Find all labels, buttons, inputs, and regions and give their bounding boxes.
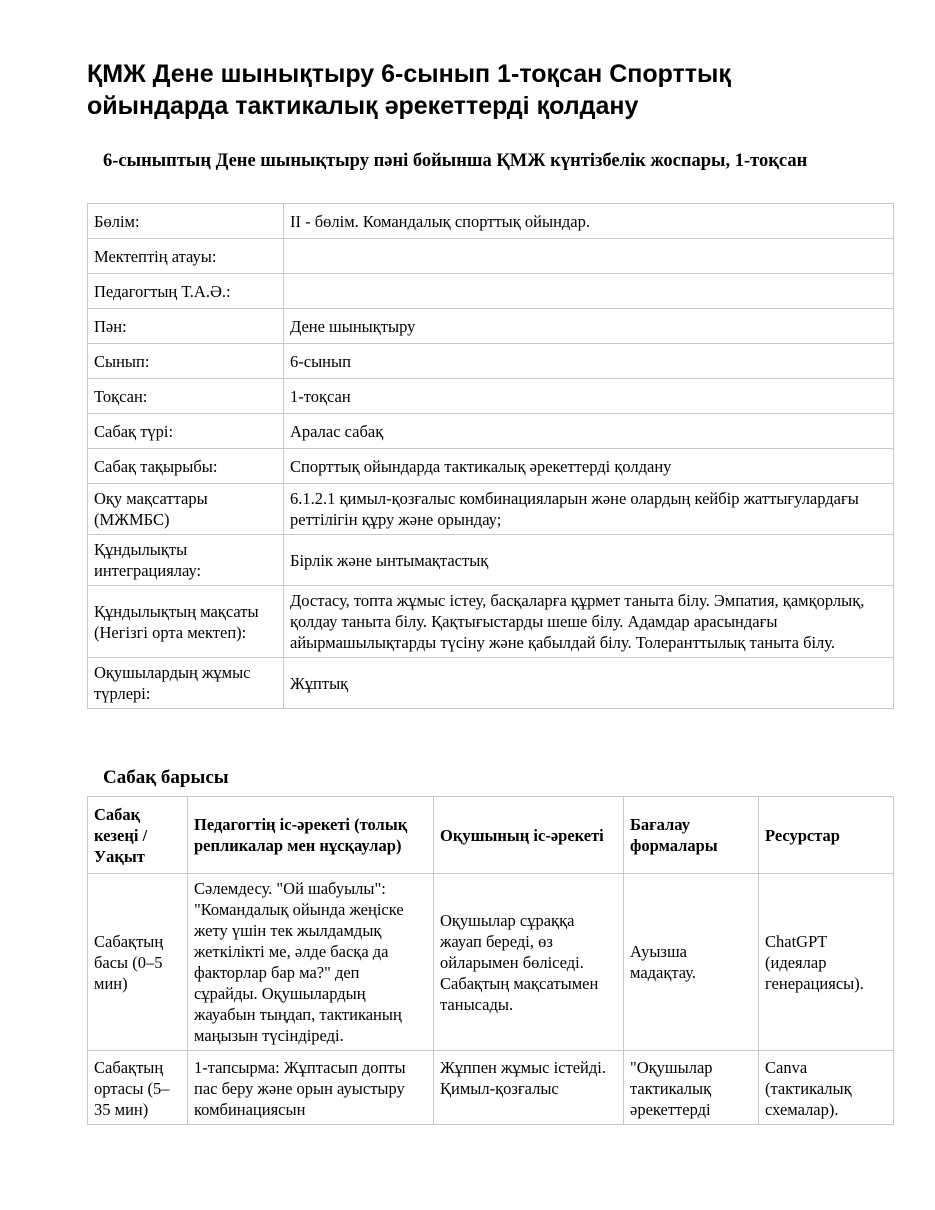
table-row — [88, 309, 894, 344]
info-value: 6-сынып — [284, 344, 894, 379]
assessment-cell — [624, 1051, 759, 1125]
info-label: Педагогтың Т.А.Ә.: — [88, 274, 284, 309]
stage-cell — [88, 1051, 188, 1125]
student-activity-cell — [434, 1051, 624, 1125]
column-header-resources: Ресурстар — [759, 797, 894, 874]
stage-text: Сабақтың ортасы (5–35 мин) — [94, 1058, 170, 1119]
info-label: Құндылықты интеграциялау: — [88, 535, 284, 586]
table-row — [88, 658, 894, 709]
table-header-row — [88, 797, 894, 874]
plan-subtitle: 6-сыныптың Дене шынықтыру пәні бойынша ҚМЖ күнтізбелік жоспары, 1-тоқсан — [103, 151, 808, 171]
info-value: 6.1.2.1 қимыл-қозғалыс комбинацияларын және олардың кейбір жаттығулардағы реттілігін құру және орындау; — [284, 484, 894, 535]
info-value: Жұптық — [284, 658, 894, 709]
teacher-activity-cell: Сәлемдесу. "Ой шабуылы": "Командалық ойында жеңіске жету үшін тек жылдамдық жеткілікті ме, әлде басқа да факторлар бар ма?" деп сұрайды. Оқушылардың жауабын тыңдап, тактиканың маңызын түсіндіреді. — [188, 874, 434, 1051]
info-label: Пән: — [88, 309, 284, 344]
lesson-flow-table — [87, 796, 894, 1125]
column-header-teacher: Педагогтің іс-әрекеті (толық репликалар мен нұсқаулар) — [188, 797, 434, 874]
info-value: Спорттық ойындарда тактикалық әрекеттерді қолдану — [284, 449, 894, 484]
table-row — [88, 449, 894, 484]
info-label: Бөлім: — [88, 204, 284, 239]
lesson-info-table — [87, 203, 894, 709]
info-label: Мектептің атауы: — [88, 239, 284, 274]
table-row — [88, 379, 894, 414]
assessment-text: "Оқушылар тактикалық әрекеттерді — [630, 1058, 713, 1119]
info-value: Аралас сабақ — [284, 414, 894, 449]
info-value — [284, 239, 894, 274]
info-value: Достасу, топта жұмыс істеу, басқаларға құрмет таныта білу. Эмпатия, қамқорлық, қолдау таныта білу. Қақтығыстарды шеше білу. Адамдар арасындағы айырмашылықтарды түсіну және қабылдай білу. Толеранттылық таныта білу. — [284, 586, 894, 658]
column-header-assessment: Бағалау формалары — [624, 797, 759, 874]
teacher-activity-cell — [188, 1051, 434, 1125]
info-value — [284, 274, 894, 309]
teacher-activity-text: 1-тапсырма: Жұптасып допты пас беру және орын ауыстыру комбинациясын — [194, 1058, 406, 1119]
info-label: Тоқсан: — [88, 379, 284, 414]
info-label: Сабақ түрі: — [88, 414, 284, 449]
info-label: Сабақ тақырыбы: — [88, 449, 284, 484]
table-row — [88, 204, 894, 239]
info-value: Дене шынықтыру — [284, 309, 894, 344]
student-activity-cell: Оқушылар сұраққа жауап береді, өз ойларымен бөліседі. Сабақтың мақсатымен танысады. — [434, 874, 624, 1051]
table-row — [88, 414, 894, 449]
resources-cell: ChatGPT (идеялар генерациясы). — [759, 874, 894, 1051]
table-row — [88, 535, 894, 586]
table-row — [88, 274, 894, 309]
table-row — [88, 344, 894, 379]
student-activity-text: Жұппен жұмыс істейді. Қимыл-қозғалыс — [440, 1058, 606, 1098]
info-label: Сынып: — [88, 344, 284, 379]
table-row — [88, 1051, 894, 1125]
resources-text: Canva (тактикалық схемалар). — [765, 1058, 852, 1119]
lesson-section-title: Сабақ барысы — [103, 767, 229, 788]
info-label: Құндылықтың мақсаты (Негізгі орта мектеп): — [88, 586, 284, 658]
resources-cell — [759, 1051, 894, 1125]
table-row — [88, 874, 894, 1051]
info-label: Оқу мақсаттары (МЖМБС) — [88, 484, 284, 535]
info-value: ІІ - бөлім. Командалық спорттық ойындар. — [284, 204, 894, 239]
stage-cell: Сабақтың басы (0–5 мин) — [88, 874, 188, 1051]
info-label: Оқушылардың жұмыс түрлері: — [88, 658, 284, 709]
info-value: 1-тоқсан — [284, 379, 894, 414]
table-row — [88, 239, 894, 274]
table-row — [88, 586, 894, 658]
column-header-student: Оқушының іс-әрекеті — [434, 797, 624, 874]
column-header-stage: Сабақ кезеңі / Уақыт — [88, 797, 188, 874]
assessment-cell: Ауызша мадақтау. — [624, 874, 759, 1051]
table-row — [88, 484, 894, 535]
info-value: Бірлік және ынтымақтастық — [284, 535, 894, 586]
document-title: ҚМЖ Дене шынықтыру 6-сынып 1-тоқсан Спорттық ойындарда тактикалық әрекеттерді қолдану — [87, 60, 731, 120]
